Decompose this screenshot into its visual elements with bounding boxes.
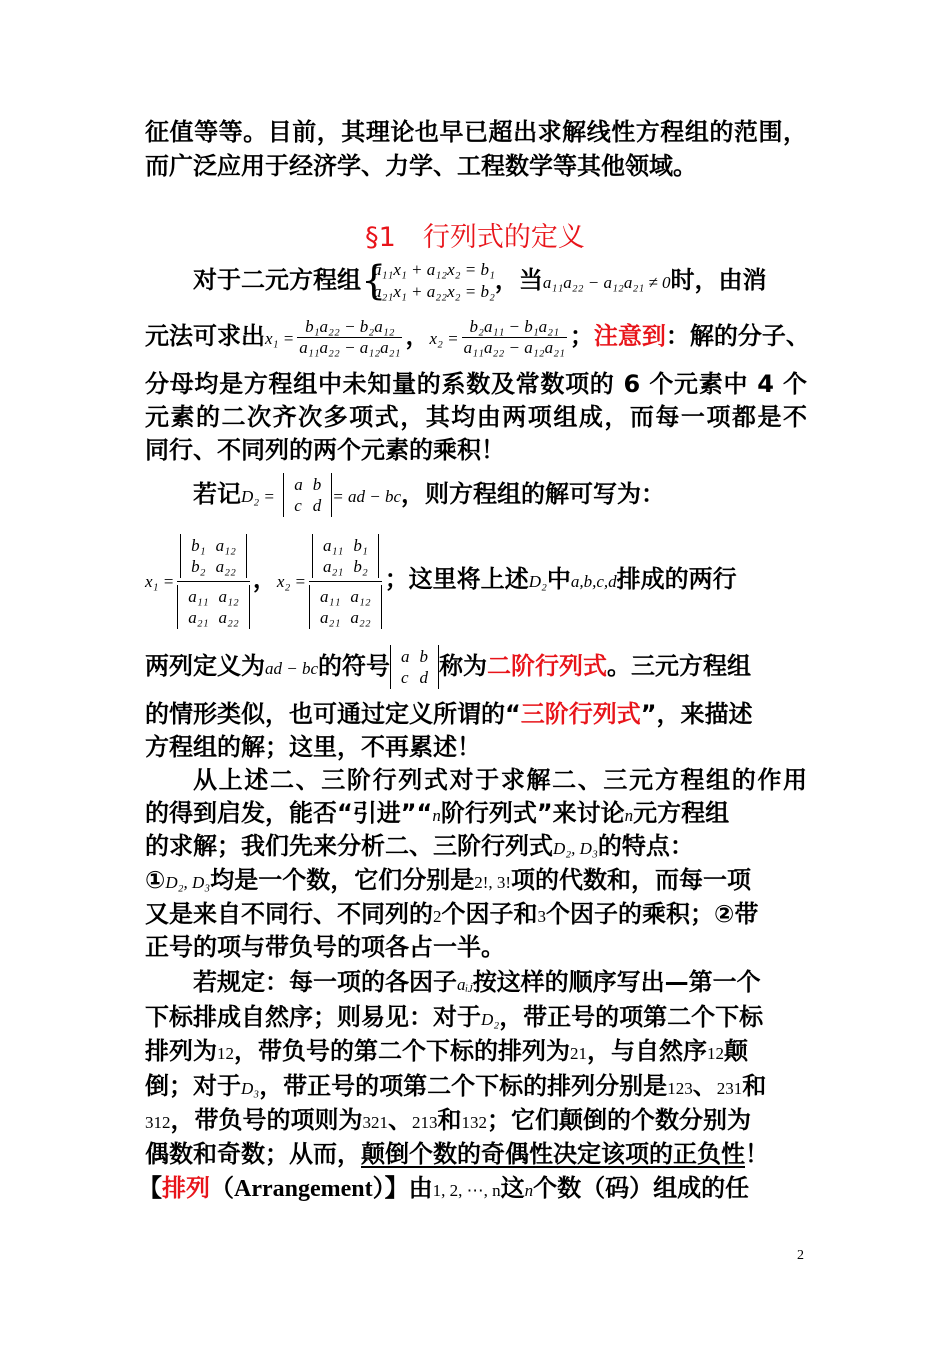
math: 1, 2, ⋯, n	[432, 1181, 501, 1200]
paragraph-line: 元素的二次齐次多项式，其均由两项组成，而每一项都是不	[145, 403, 807, 431]
determinant	[390, 645, 439, 689]
denominator: a₁₁a₂₂ − a₁₂a₂₁	[299, 337, 401, 357]
highlight-term: 排列	[162, 1174, 210, 1202]
math: n	[524, 1181, 534, 1200]
numerator	[177, 532, 250, 582]
text: 、	[388, 1106, 412, 1134]
text: ；这里将上述	[384, 565, 529, 593]
equation: a₁₁x₁ + a₁₂x₂ = b₁	[373, 260, 495, 279]
text: 由	[408, 1174, 433, 1202]
math: 3	[537, 907, 546, 926]
highlight-term: 二阶行列式	[487, 652, 608, 680]
math: n	[624, 806, 634, 825]
highlight-term: 三阶行列式	[520, 700, 641, 728]
denominator	[309, 582, 382, 629]
brace-icon: {	[361, 258, 387, 304]
text: ，则方程组的解可写为：	[401, 480, 666, 508]
determinant	[283, 473, 332, 517]
paragraph-line	[145, 1001, 807, 1036]
math: D₂, D₃	[165, 873, 211, 892]
condition: a₁₁a₂₂ − a₁₂a₂₁ ≠ 0	[542, 273, 671, 292]
determinant-fraction	[309, 532, 382, 629]
det-cell: a	[294, 475, 303, 494]
text: ；	[569, 322, 594, 350]
text: 【	[138, 1174, 162, 1202]
math: D₂	[481, 1010, 500, 1029]
math: aᵢⱼ	[457, 975, 473, 994]
det-cell: b₁	[353, 535, 368, 555]
determinant-fraction	[177, 532, 250, 629]
text: 中	[546, 565, 571, 593]
det-cell: d	[312, 496, 322, 515]
math: 12	[217, 1044, 234, 1063]
text: ，带负号的第二个下标的排列为	[234, 1037, 570, 1065]
paragraph-line: 从上述二、三阶行列式对于求解二、三元方程组的作用	[193, 766, 807, 794]
det-cell: a₁₁	[322, 535, 344, 555]
text: 又是来自不同行、不同列的	[145, 900, 433, 928]
paragraph-line	[145, 638, 807, 697]
det-cell: a₂₁	[320, 607, 341, 627]
det-cell: b	[419, 647, 429, 666]
numerator: b₂a₁₁ − b₁a₂₁	[462, 317, 567, 338]
paragraph-line: 分母均是方程组中未知量的系数及常数项的 6 个元素中 4 个	[145, 370, 807, 398]
text: 元方程组	[633, 799, 730, 827]
paragraph-line	[138, 1172, 800, 1207]
section-title: §1 行列式的定义	[365, 222, 585, 253]
det-cell: a₂₂	[218, 607, 239, 627]
paragraph-line	[145, 1138, 807, 1170]
paragraph-line	[145, 698, 807, 730]
det-cell: a₂₁	[188, 607, 209, 627]
math: 2	[433, 907, 442, 926]
text: 若规定：每一项的各因子	[193, 968, 457, 996]
denominator: a₁₁a₂₂ − a₁₂a₂₁	[463, 337, 565, 357]
math: x₂ =	[276, 572, 307, 591]
text: 颠	[724, 1037, 748, 1065]
paragraph-line	[145, 523, 807, 638]
text: ，与自然序	[587, 1037, 707, 1065]
paragraph-line	[193, 258, 807, 305]
text: 和	[437, 1106, 462, 1134]
det-cell: b	[312, 475, 322, 494]
text: 的特点：	[597, 832, 694, 860]
text: 排列为	[145, 1037, 217, 1065]
highlight-term: 注意到	[593, 322, 666, 350]
text: 的求解；我们先来分析二、三阶行列式	[145, 832, 553, 860]
text: 的得到启发，能否“引进”“	[145, 799, 433, 827]
text: 倒；对于	[145, 1072, 241, 1100]
text: ，	[252, 565, 277, 593]
math: 231	[716, 1079, 743, 1098]
text: 的符号	[318, 652, 391, 680]
det-cell: d	[419, 668, 429, 687]
text: ”，来描述	[640, 700, 753, 728]
text: ，当	[494, 266, 543, 294]
text: 下标排成自然序；则易见：对于	[145, 1003, 481, 1031]
math: 213	[412, 1113, 438, 1132]
text: 、	[692, 1072, 717, 1100]
underlined-text: 颠倒个数的奇偶性决定该项的正负性	[361, 1140, 745, 1168]
text: 两列定义为	[145, 652, 265, 680]
text: 个数（码）组成的任	[533, 1174, 750, 1202]
paragraph-line	[145, 1104, 807, 1139]
math: 2!, 3!	[474, 873, 512, 892]
text: ，带负号的项则为	[170, 1106, 363, 1134]
fraction	[297, 317, 402, 358]
paragraph-line	[145, 314, 810, 361]
det-cell: c	[401, 668, 409, 687]
paragraph-line	[145, 1070, 807, 1105]
paragraph-line	[193, 966, 807, 1001]
text: 均是一个数，它们分别是	[210, 866, 475, 894]
math: 132	[461, 1113, 487, 1132]
text: 偶数和奇数；从而，	[145, 1140, 361, 1168]
paragraph-line: 而广泛应用于经济学、力学、工程数学等其他领域。	[145, 152, 697, 180]
determinant	[312, 534, 379, 578]
math: D₂, D₃	[553, 839, 598, 858]
text: 个因子的乘积；②带	[546, 900, 759, 928]
paragraph-line	[145, 797, 807, 832]
text: ①	[145, 866, 166, 894]
text: 阶行列式”来讨论	[440, 799, 625, 827]
math: 12	[707, 1044, 724, 1063]
text: 时，由消	[670, 266, 767, 294]
math: = ad − bc	[332, 487, 402, 506]
math: ad − bc	[265, 659, 319, 678]
text: ，带正号的项第二个下标的排列分别是	[259, 1072, 668, 1100]
det-cell: b₂	[191, 556, 206, 576]
text: ；它们颠倒的个数分别为	[487, 1106, 751, 1134]
paragraph-line	[193, 466, 807, 525]
math: D₂ =	[241, 487, 275, 506]
text: 按这样的顺序写出—第一个	[472, 968, 761, 996]
text: 若记	[193, 480, 241, 508]
math: 321	[362, 1113, 388, 1132]
paragraph-line: 同行、不同列的两个元素的乘积！	[145, 436, 505, 464]
math: 312	[145, 1113, 171, 1132]
math: x₁ =	[145, 572, 175, 591]
text: 项的代数和，而每一项	[511, 866, 752, 894]
paragraph-line	[145, 864, 807, 899]
equation-system	[361, 259, 495, 303]
math: 21	[570, 1044, 587, 1063]
math: x₂ =	[429, 329, 459, 348]
det-cell: a₁₂	[218, 586, 239, 606]
determinant	[180, 534, 247, 578]
text: 对于二元方程组	[193, 266, 361, 294]
det-cell: a	[401, 647, 410, 666]
page-number: 2	[797, 1248, 804, 1263]
math: D₃	[241, 1079, 260, 1098]
text: 的情形类似，也可通过定义所谓的“	[145, 700, 521, 728]
text: 元法可求出	[145, 322, 265, 350]
equation: a₂₁x₁ + a₂₂x₂ = b₂	[373, 282, 495, 301]
text: （Arrangement）】	[210, 1176, 409, 1202]
fraction	[462, 317, 567, 358]
paragraph-line	[145, 898, 807, 933]
denominator	[177, 582, 250, 629]
paragraph-line	[145, 830, 807, 865]
math: a,b,c,d	[570, 572, 617, 591]
math: x₁ =	[265, 329, 295, 348]
numerator: b₁a₂₂ − b₂a₁₂	[297, 317, 402, 338]
det-cell: c	[294, 496, 302, 515]
det-cell: a₁₂	[215, 535, 236, 555]
text: 个因子和	[441, 900, 538, 928]
text: ，带正号的项第二个下标	[499, 1003, 764, 1031]
det-cell: a₁₂	[350, 586, 371, 606]
text: 称为	[439, 652, 488, 680]
text: ：解的分子、	[665, 322, 810, 350]
det-cell: a₂₁	[322, 556, 344, 576]
det-cell: a₂₂	[350, 607, 371, 627]
text: 。三元方程组	[607, 652, 752, 680]
det-cell: a₂₂	[215, 556, 236, 576]
text: ，	[405, 322, 430, 350]
text: 排成的两行	[616, 565, 737, 593]
det-cell: a₁₁	[188, 586, 209, 606]
text: 和	[742, 1072, 767, 1100]
paragraph-line: 方程组的解；这里，不再累述！	[145, 733, 481, 761]
determinant	[177, 585, 250, 629]
det-cell: b₂	[353, 556, 368, 576]
text: 这	[500, 1174, 525, 1202]
paragraph-line	[145, 1035, 807, 1070]
math: n	[432, 806, 441, 825]
det-cell: b₁	[191, 535, 206, 555]
paragraph-line: 征值等等。目前，其理论也早已超出求解线性方程组的范围，	[145, 118, 807, 146]
text: ！	[745, 1140, 769, 1168]
math: D₂	[528, 572, 547, 591]
paragraph-line: 正号的项与带负号的项各占一半。	[145, 933, 505, 961]
numerator	[309, 532, 382, 582]
determinant	[309, 585, 382, 629]
det-cell: a₁₁	[320, 586, 341, 606]
math: 123	[667, 1079, 693, 1098]
